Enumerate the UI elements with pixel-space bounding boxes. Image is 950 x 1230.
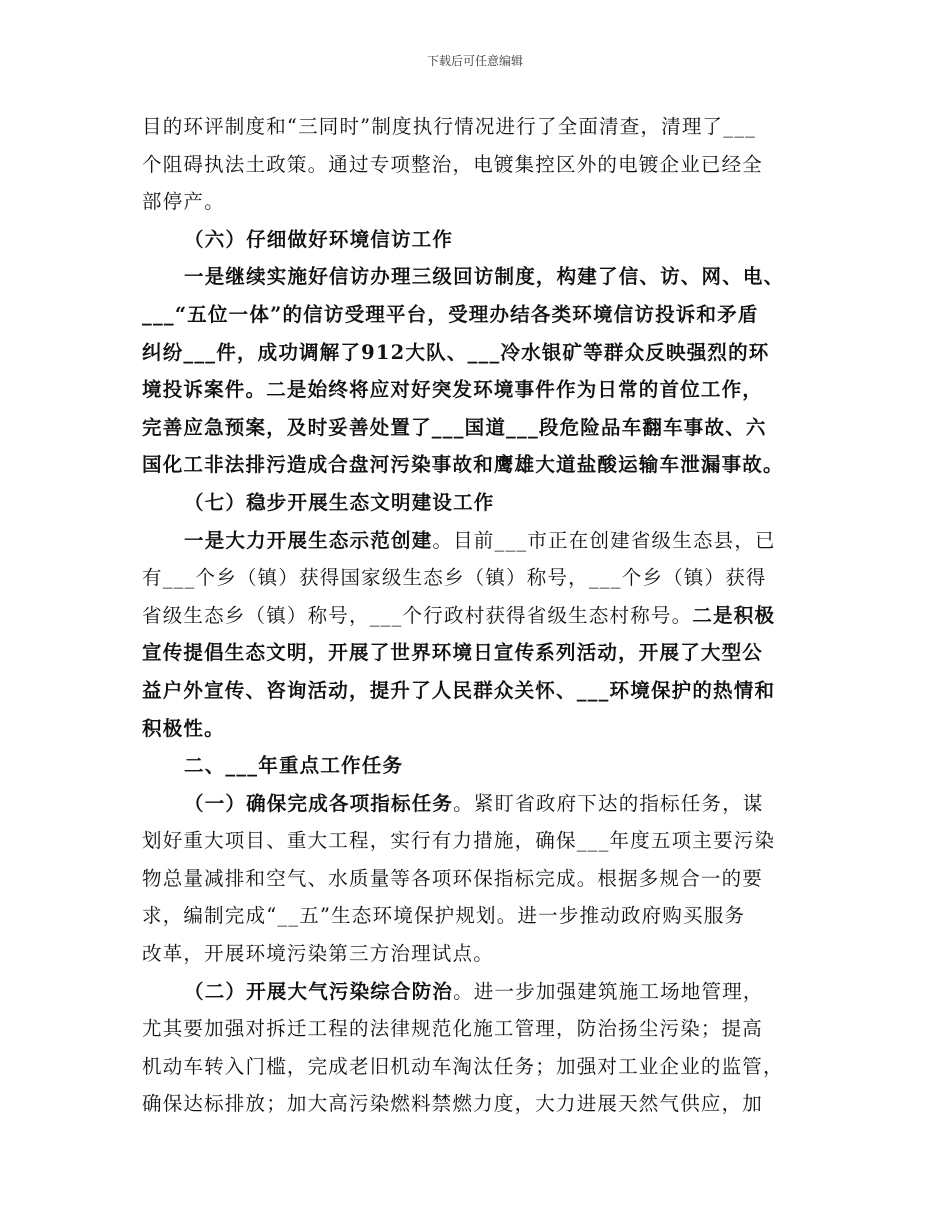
text-line: 一是继续实施好信访办理三级回访制度，构建了信、访、网、电、 (184, 265, 785, 289)
text-line: 积极性。 (142, 716, 225, 740)
text-line: 国化工非法排污造成合盘河污染事故和鹰雄大道盐酸运输车泄漏事故。 (142, 453, 784, 477)
text-line: 境投诉案件。二是始终将应对好突发环境事件作为日常的首位工作， (142, 378, 764, 402)
page-header: 下载后可任意编辑 (426, 54, 523, 68)
text-line (142, 597, 822, 635)
section-heading: 二、___年重点工作任务 (184, 754, 404, 778)
text-line: 个阻碍执法土政策。通过专项整治，电镀集控区外的电镀企业已经全 (142, 152, 764, 176)
section-heading: （七）稳步开展生态文明建设工作 (184, 490, 495, 514)
text-line: 物总量减排和空气、水质量等各项环保指标完成。根据多规合一的要 (142, 866, 764, 890)
bold-lead: （一）确保完成各项指标任务 (184, 791, 454, 815)
text-line (142, 973, 822, 1011)
section-heading: （六）仔细做好环境信访工作 (184, 227, 454, 251)
text-line: 划好重大项目、重大工程，实行有力措施，确保___年度五项主要污染 (142, 829, 776, 853)
text-line: 尤其要加强对拆迁工程的法律规范化施工管理，防治扬尘污染；提高 (142, 1017, 764, 1041)
text-line: 益户外宣传、咨询活动，提升了人民群众关怀、___环境保护的热情和 (142, 678, 776, 702)
document-body (142, 108, 822, 1123)
text-line: 目的环评制度和“三同时”制度执行情况进行了全面清查，清理了___ (142, 115, 757, 138)
text-line: 机动车转入门槛，完成老旧机动车淘汰任务；加强对工业企业的监管， (142, 1054, 784, 1078)
text-run: 。目前___市正在创建省级生态县，已 (432, 528, 776, 552)
text-line: 有___个乡（镇）获得国家级生态乡（镇）称号，___个乡（镇）获得 (142, 566, 767, 590)
bold-lead: （二）开展大气污染综合防治 (184, 979, 454, 1003)
text-run: 。进一步加强建筑施工场地管理， (453, 979, 764, 1003)
text-line: 纠纷___件，成功调解了912大队、___冷水银矿等群众反映强烈的环 (142, 340, 770, 364)
text-line: 完善应急预案，及时妥善处置了___国道___段危险品车翻车事故、六 (142, 415, 767, 439)
text-line: 确保达标排放；加大高污染燃料禁燃力度，大力进展天然气供应，加 (142, 1092, 764, 1116)
text-run: 。紧盯省政府下达的指标任务，谋 (453, 791, 764, 815)
text-run: 省级生态乡（镇）称号，___个行政村获得省级生态村称号。 (142, 603, 693, 627)
text-line (142, 522, 822, 560)
bold-lead: 一是大力开展生态示范创建 (184, 528, 433, 552)
text-line: 宣传提倡生态文明，开展了世界环境日宣传系列活动，开展了大型公 (142, 641, 764, 665)
text-line: 改革，开展环境污染第三方治理试点。 (142, 942, 494, 966)
text-line: 求，编制完成“__五”生态环境保护规划。进一步推动政府购买服务 (142, 904, 746, 928)
text-line (142, 785, 822, 823)
text-line: 部停产。 (142, 190, 225, 214)
text-line: ___“五位一体”的信访受理平台，受理办结各类环境信访投诉和矛盾 (142, 302, 759, 326)
bold-lead: 二是积极 (692, 603, 776, 627)
